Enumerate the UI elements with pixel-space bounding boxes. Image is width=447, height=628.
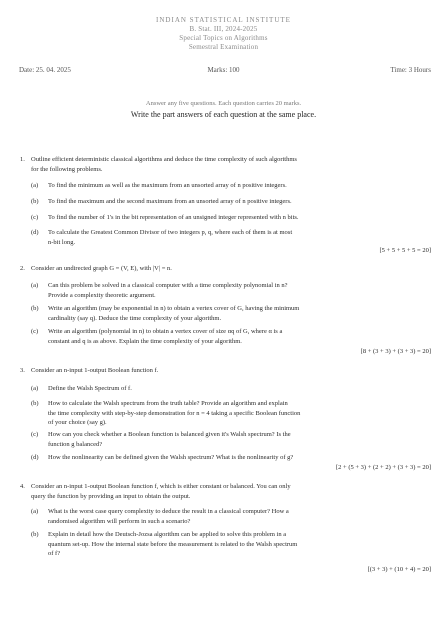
stem-line: Consider an n-input 1-output Boolean function f, which is either constant or balanced. You can only [31,483,291,490]
question-number: 3. [20,367,25,374]
part-text: of your choice (say g). [48,419,107,426]
exam-title: Semestral Examination [188,43,259,51]
part-text: How the nonlinearity can be defined given the Walsh spectrum? What is the nonlinearity of g? [48,454,294,461]
part-text: quantum set-up. How the internal state before the measurement is related to the Walsh spectrum [48,540,298,548]
part-text: How can you check whether a Boolean function is balanced given it's Walsh spectrum? Is the [48,431,291,438]
stem-line: for the following problems. [31,165,103,173]
question-4-marks: [(3 + 3) + (10 + 4) = 20] [367,566,431,573]
question-number: 1. [20,156,25,163]
part-text: To calculate the Greatest Common Divisor of two integers p, q, where each of them is at most [48,229,293,236]
part-label: (b) [31,400,39,407]
part-text: randomised algorithm will perform in such a scenario? [48,517,191,525]
stem-line: query the function by providing an input to obtain the output. [31,492,191,500]
total-marks: Marks: 100 [207,66,240,74]
part-label: (c) [31,431,39,438]
instruction-line-1: Answer any five questions. Each question carries 20 marks. [145,100,302,107]
question-number: 2. [20,265,25,272]
instruction-line-2: Write the part answers of each question at the same place. [130,110,317,119]
institute-name: INDIAN STATISTICAL INSTITUTE [156,16,291,24]
part-label: (b) [31,198,39,205]
exam-duration: Time: 3 Hours [390,66,431,74]
part-text: To find the maximum and the second maximum from an unsorted array of n positive integers. [48,198,292,205]
part-label: (b) [31,531,39,538]
part-text: Define the Walsh Spectrum of f. [48,385,132,392]
stem-line: Consider an undirected graph G = (V, E), with |V| = n. [31,265,172,272]
part-text: function g balanced? [48,440,103,448]
part-label: (d) [31,229,39,236]
question-number: 4. [20,483,25,490]
part-text: To find the number of 1's in the bit representation of an unsigned integer represented with n bits. [48,214,299,221]
part-label: (a) [31,282,39,289]
program-line: B. Stat. III, 2024-2025 [189,25,258,33]
part-text: Write an algorithm (polynomial in n) to obtain a vertex cover of size αq of G, where α is a [48,328,283,335]
part-text: How to calculate the Walsh spectrum from the truth table? Provide an algorithm and explain [48,400,288,407]
part-text: To find the minimum as well as the maximum from an unsorted array of n positive integers. [48,182,287,189]
part-text: of f? [48,550,61,557]
question-stem [31,366,431,376]
part-text: n-bit long. [48,238,76,246]
question-2-marks: [8 + (3 + 3) + (3 + 3) = 20] [360,348,431,355]
part-text: What is the worst case query complexity to deduce the result in a classical computer? How a [48,508,289,515]
part-text: cardinality (say q). Deduce the time complexity of your algorithm. [48,314,222,322]
part-text: constant and q is as above. Explain the time complexity of your algorithm. [48,337,242,345]
question-3-marks: [2 + (5 + 3) + (2 + 2) + (3 + 3) = 20] [336,464,431,471]
part-label: (d) [31,454,39,461]
part-label: (c) [31,328,39,335]
question-stem [31,155,431,174]
part-label: (a) [31,508,39,515]
part-text: Write an algorithm (may be exponential in n) to obtain a vertex cover of G, having the minimum [48,305,300,312]
part-text: Can this problem be solved in a classical computer with a time complexity polynomial in n? [48,282,288,289]
part-label: (c) [31,214,39,221]
question-stem [31,482,431,501]
part-label: (a) [31,385,39,392]
question-stem [31,264,431,274]
part-text: Explain in detail how the Deutsch-Jozsa algorithm can be applied to solve this problem in a [48,531,287,538]
part-text: the time complexity with step-by-step demonstration for n = 4 taking a specific Boolean function [48,409,301,417]
part-label: (a) [31,182,39,189]
stem-line: Outline efficient deterministic classical algorithms and deduce the time complexity of such algorithms [31,156,297,163]
part-label: (b) [31,305,39,312]
stem-line: Consider an n-input 1-output Boolean function f. [31,367,159,374]
part-text: Provide a complexity theoretic argument. [48,291,156,299]
exam-date: Date: 25. 04. 2025 [19,66,71,74]
course-title: Special Topics on Algorithms [179,34,268,42]
question-1-marks: [5 + 5 + 5 + 5 = 20] [379,247,431,254]
